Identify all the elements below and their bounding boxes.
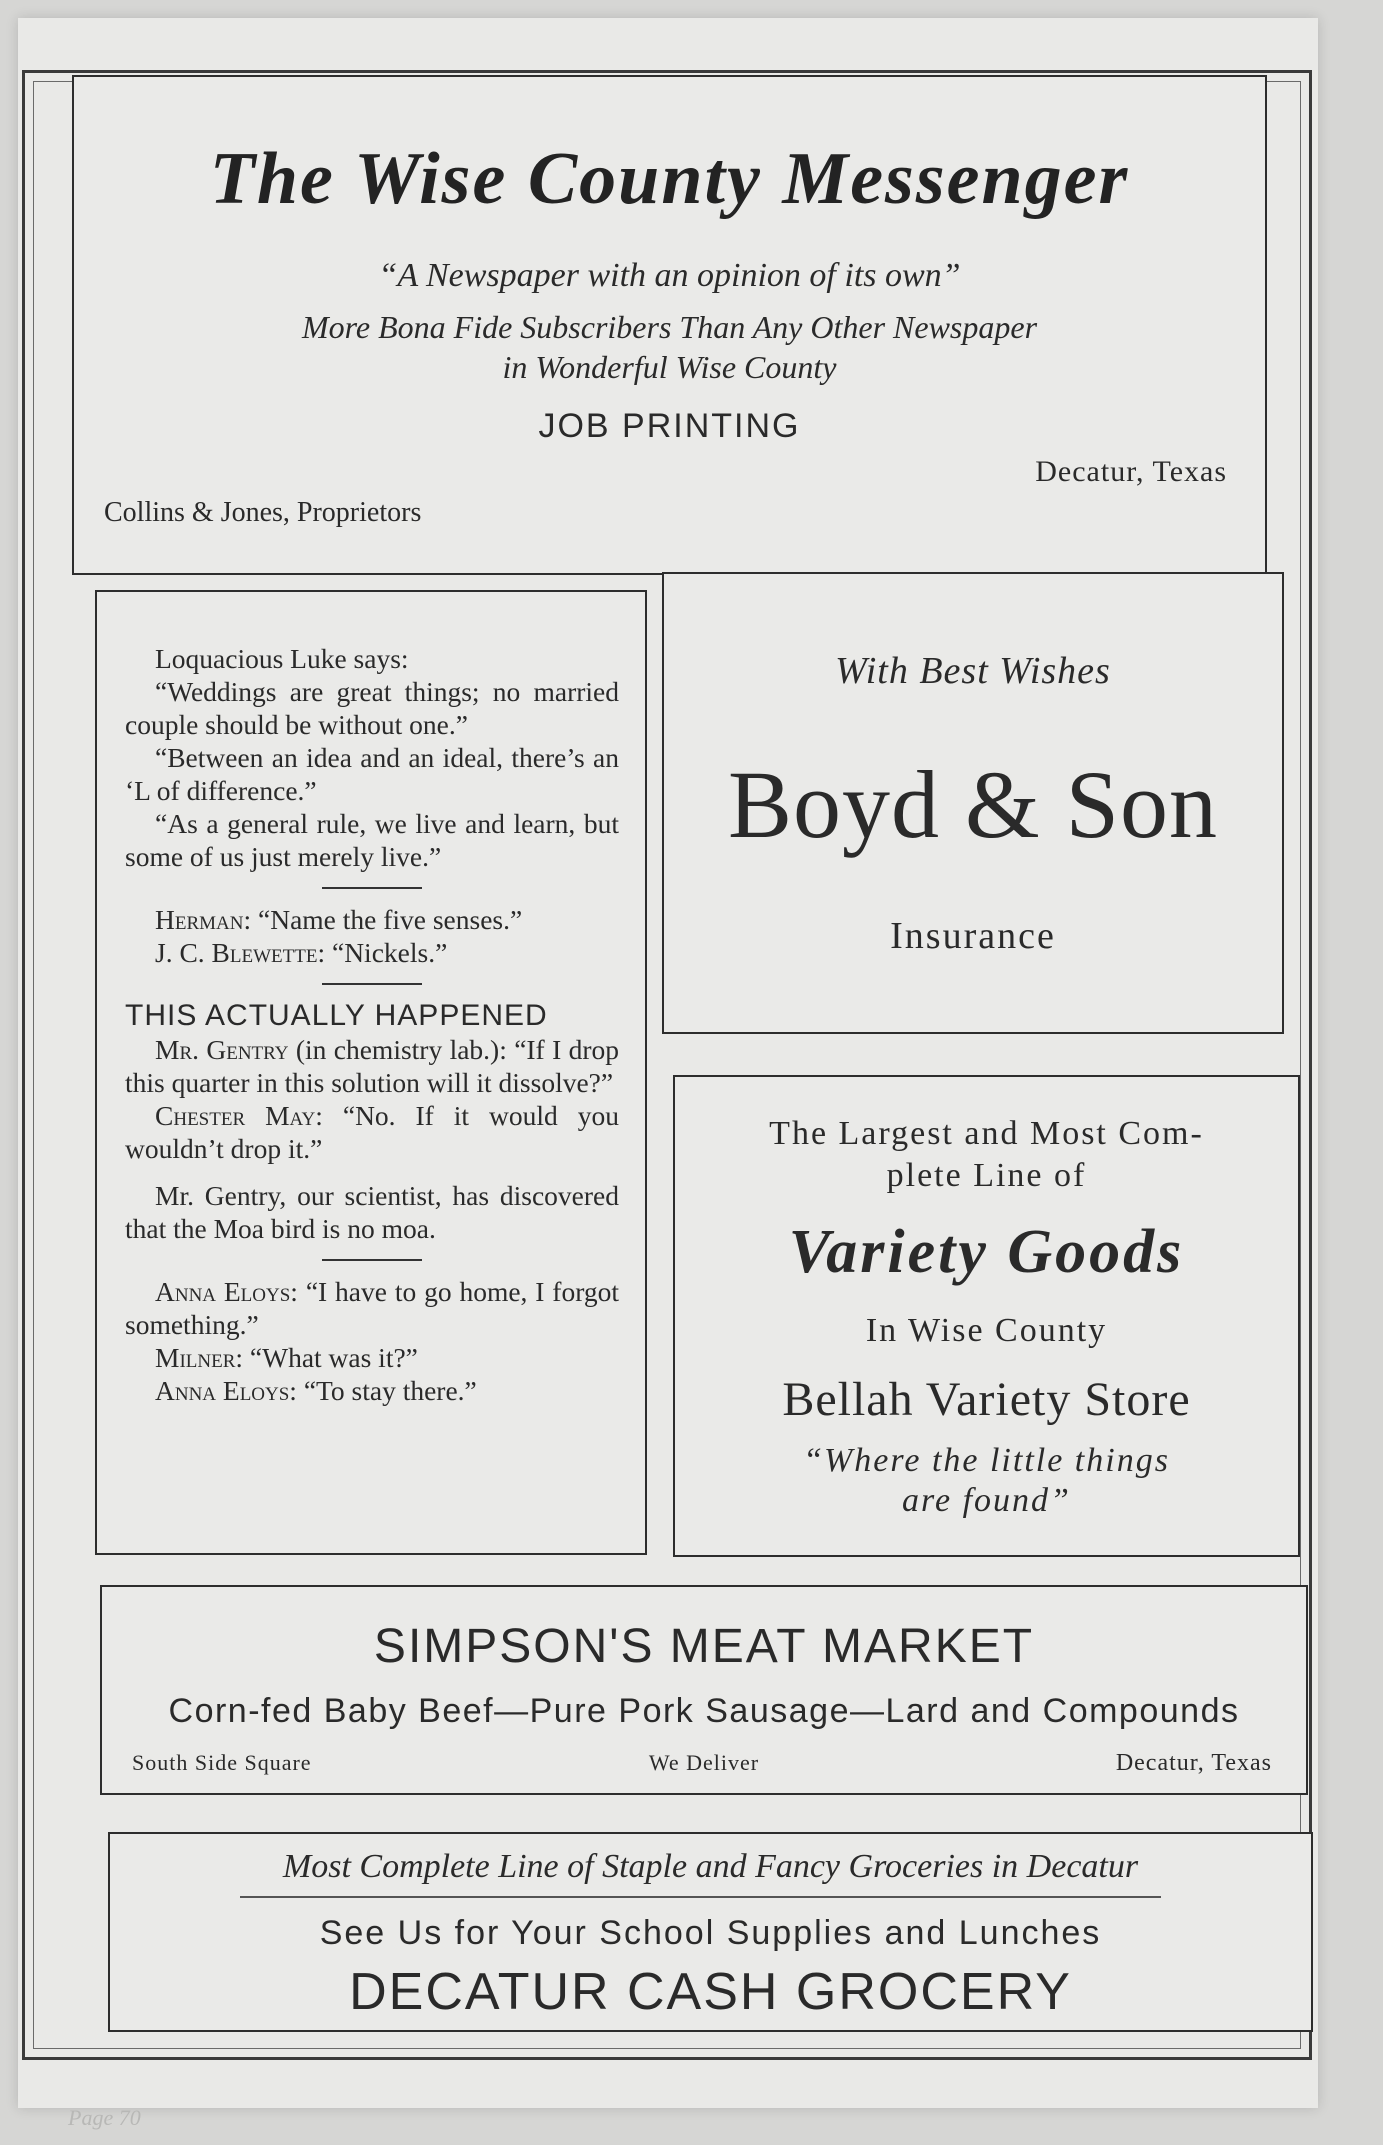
boyd-business: Insurance (890, 915, 1056, 957)
simpson-location: Decatur, Texas (1115, 1750, 1272, 1776)
messenger-line-2: in Wonderful Wise County (502, 349, 837, 385)
speaker-milner: Milner: (155, 1342, 244, 1373)
simpson-delivery: We Deliver (648, 1750, 760, 1775)
speaker-chester: Chester May: (155, 1100, 323, 1131)
speaker-herman: Herman: (155, 904, 252, 935)
bellah-variety-ad (673, 1075, 1300, 1557)
blewette-line: “Nickels.” (331, 937, 448, 968)
jokes-column (95, 590, 647, 1555)
divider (322, 983, 422, 985)
joke-intro: Loquacious Luke says: (155, 643, 409, 674)
simpson-products: Corn-fed Baby Beef—Pure Pork Sausage—Lard and Compounds (168, 1692, 1240, 1730)
bellah-store-name: Bellah Variety Store (782, 1373, 1191, 1426)
grocery-name: DECATUR CASH GROCERY (349, 1963, 1072, 2021)
bellah-variety-goods: Variety Goods (788, 1218, 1185, 1286)
divider (322, 887, 422, 889)
joke-heading: THIS ACTUALLY HAPPENED (125, 999, 548, 1032)
bellah-motto-1: “Where the little things (803, 1442, 1170, 1479)
simpson-address: South Side Square (132, 1750, 312, 1775)
bellah-county: In Wise County (865, 1312, 1108, 1349)
joke-moa: Mr. Gentry, our scientist, has discovered that the Moa bird is no moa. (125, 1180, 619, 1244)
joke-gentry (125, 1033, 619, 1099)
joke-chester (125, 1099, 619, 1165)
bellah-line-2: plete Line of (886, 1157, 1087, 1194)
anna-line-2: “To stay there.” (303, 1375, 477, 1406)
simpson-meat-ad (100, 1585, 1308, 1795)
speaker-blewette: J. C. Blewette: (155, 937, 326, 968)
boyd-name: Boyd & Son (727, 751, 1219, 858)
herman-line: “Name the five senses.” (258, 904, 523, 935)
joke-anna-1 (125, 1275, 619, 1341)
joke-live: “As a general rule, we live and learn, but some of us just merely live.” (125, 808, 619, 872)
messenger-proprietors: Collins & Jones, Proprietors (104, 497, 422, 528)
milner-line: “What was it?” (249, 1342, 418, 1373)
page-number: Page 70 (68, 2105, 141, 2130)
joke-blewette (125, 936, 619, 969)
boyd-son-ad (662, 572, 1284, 1034)
bellah-motto-2: are found” (902, 1482, 1071, 1519)
speaker-anna-2: Anna Eloys: (155, 1375, 297, 1406)
speaker-gentry: Mr. Gentry (155, 1034, 289, 1065)
joke-anna-2 (125, 1374, 619, 1407)
messenger-title: The Wise County Messenger (209, 138, 1130, 220)
grocery-tagline: Most Complete Line of Staple and Fancy Groceries in Decatur (282, 1848, 1139, 1885)
messenger-location: Decatur, Texas (1035, 455, 1227, 488)
decatur-grocery-ad (108, 1832, 1313, 2032)
messenger-line-1: More Bona Fide Subscribers Than Any Other Newspaper (301, 309, 1038, 345)
bellah-line-1: The Largest and Most Com- (769, 1115, 1204, 1152)
joke-herman (125, 903, 619, 936)
anna-line-1: “I have to go home, I forgot something.” (125, 1276, 620, 1340)
messenger-ad (72, 75, 1267, 575)
joke-milner (125, 1341, 619, 1374)
chester-line: “No. If it would you wouldn’t drop it.” (125, 1100, 620, 1164)
joke-weddings: “Weddings are great things; no married couple should be without one.” (125, 676, 619, 740)
speaker-anna: Anna Eloys: (155, 1276, 298, 1307)
joke-ideal: “Between an idea and an ideal, there’s an ‘L of difference.” (125, 742, 619, 806)
divider (322, 1259, 422, 1261)
messenger-slogan: “A Newspaper with an opinion of its own” (378, 257, 961, 294)
simpson-title: SIMPSON'S MEAT MARKET (373, 1620, 1035, 1673)
boyd-wishes: With Best Wishes (835, 650, 1111, 692)
messenger-job-printing: JOB PRINTING (538, 407, 801, 445)
grocery-underline (240, 1896, 1161, 1898)
grocery-supplies: See Us for Your School Supplies and Lunches (319, 1914, 1102, 1952)
gentry-line: (in chemistry lab.): “If I drop this quarter in this solution will it dissolve?” (125, 1034, 619, 1098)
